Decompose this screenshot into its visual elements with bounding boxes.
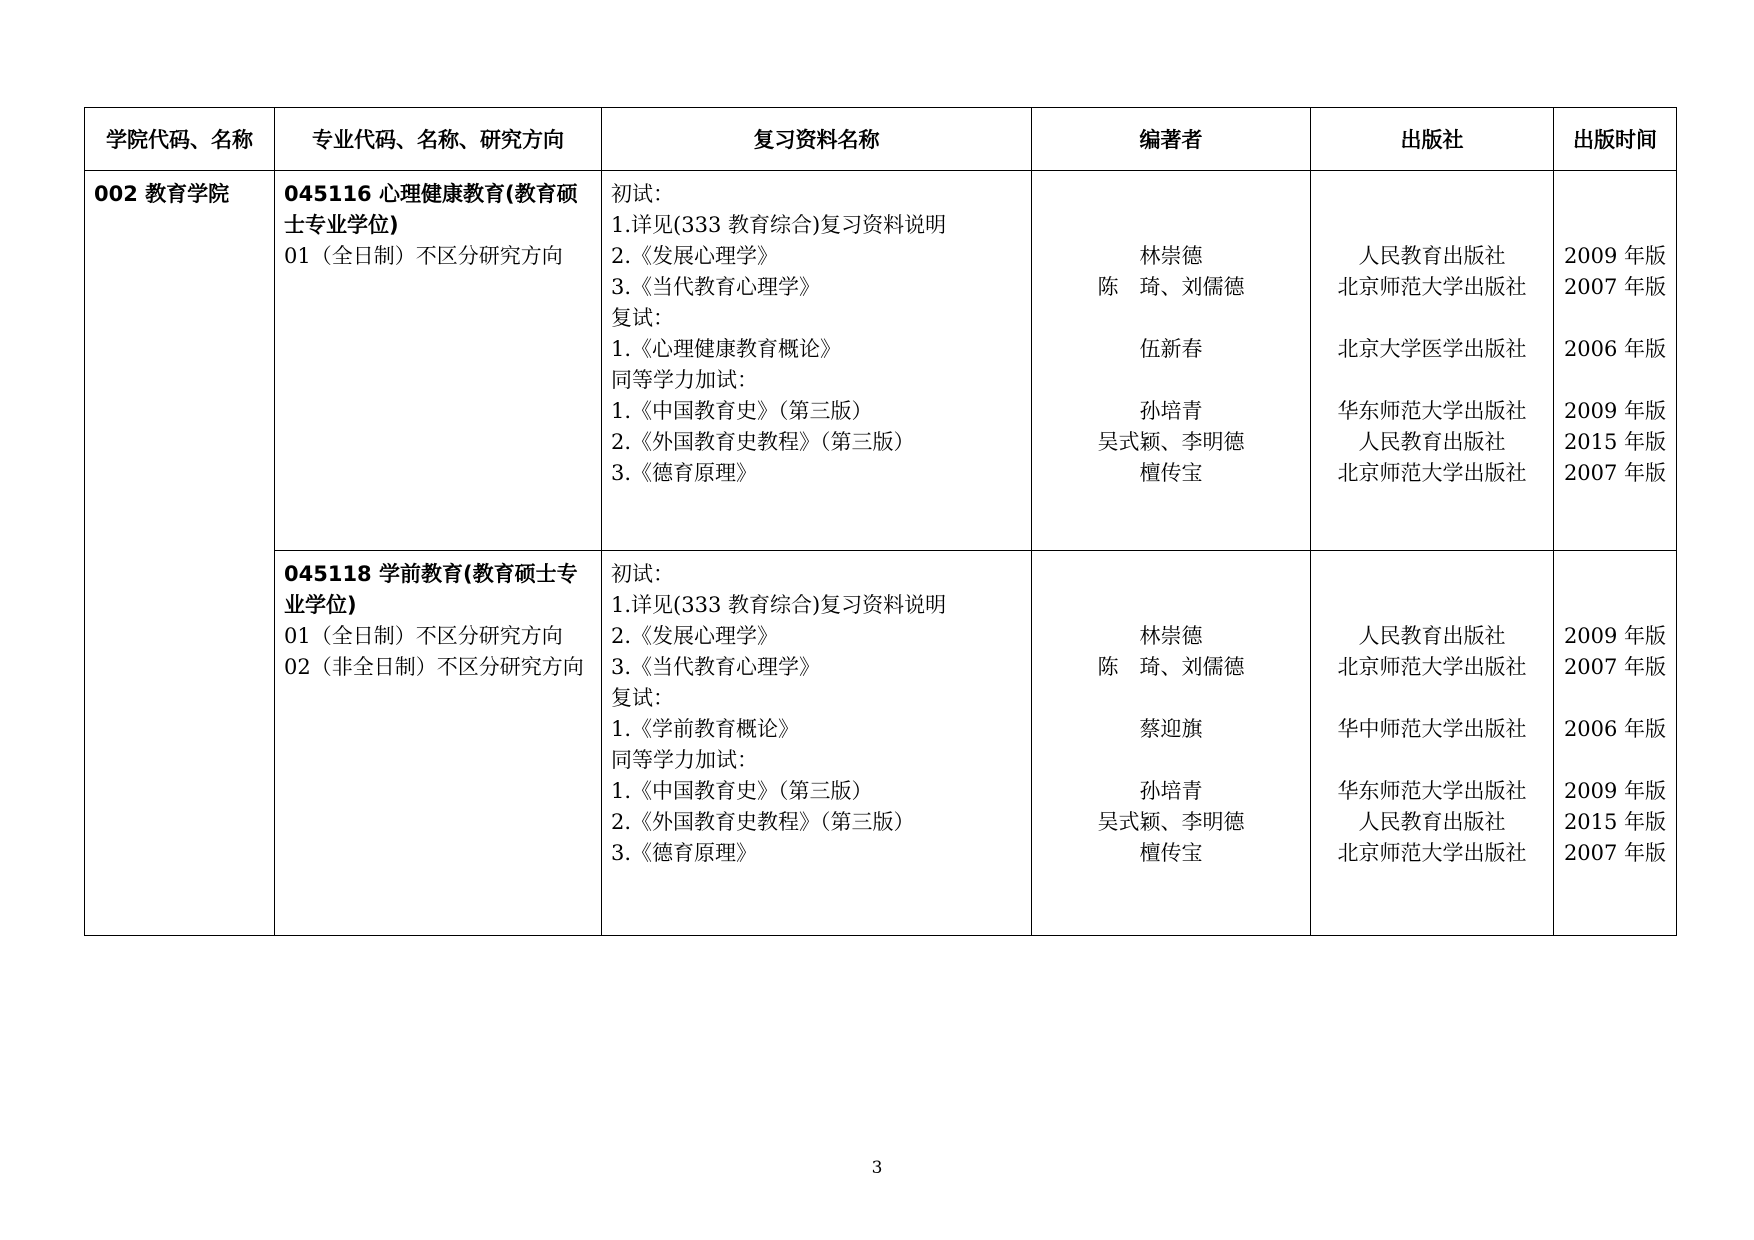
publisher-line: 人民教育出版社 [1358, 430, 1506, 454]
year-line: 2006 年版 [1563, 717, 1667, 741]
publisher-line [1320, 303, 1544, 334]
author-line [1041, 683, 1301, 714]
material-line: 复试： [611, 686, 674, 710]
material-line: 3.《当代教育心理学》 [611, 275, 821, 299]
publisher-line: 北京师范大学出版社 [1337, 461, 1527, 485]
author-line: 伍新春 [1139, 337, 1203, 361]
year-line: 2015 年版 [1563, 430, 1667, 454]
major-title: 045116 心理健康教育(教育硕士专业学位) [284, 182, 578, 237]
material-line: 2.《外国教育史教程》（第三版） [611, 430, 915, 454]
header-publisher: 出版社 [1311, 108, 1554, 171]
material-line: 初试： [611, 562, 674, 586]
publisher-line [1320, 365, 1544, 396]
author-line: 林崇德 [1139, 624, 1203, 648]
year-line: 2009 年版 [1563, 624, 1667, 648]
material-line: 3.《德育原理》 [611, 841, 758, 865]
year-line [1563, 590, 1667, 621]
material-line: 2.《外国教育史教程》（第三版） [611, 810, 915, 834]
material-line: 2.《发展心理学》 [611, 244, 779, 268]
year-line: 2015 年版 [1563, 810, 1667, 834]
header-year: 出版时间 [1554, 108, 1677, 171]
author-line: 蔡迎旗 [1139, 717, 1203, 741]
author-line: 吴式颖、李明德 [1097, 430, 1245, 454]
publisher-line: 人民教育出版社 [1358, 244, 1506, 268]
header-major: 专业代码、名称、研究方向 [275, 108, 602, 171]
year-line: 2007 年版 [1563, 275, 1667, 299]
author-line [1041, 210, 1301, 241]
material-line: 同等学力加试： [611, 748, 758, 772]
year-line: 2009 年版 [1563, 244, 1667, 268]
material-line: 1.《学前教育概论》 [611, 717, 800, 741]
material-line: 1.《心理健康教育概论》 [611, 337, 842, 361]
publisher-line: 华中师范大学出版社 [1337, 717, 1527, 741]
author-line [1041, 745, 1301, 776]
publisher-cell [1311, 171, 1554, 551]
author-line: 吴式颖、李明德 [1097, 810, 1245, 834]
publisher-cell [1311, 551, 1554, 936]
author-line: 孙培青 [1139, 779, 1203, 803]
material-cell [602, 171, 1032, 551]
year-line: 2006 年版 [1563, 337, 1667, 361]
author-cell [1032, 551, 1311, 936]
publisher-line [1320, 179, 1544, 210]
publisher-line: 北京师范大学出版社 [1337, 655, 1527, 679]
year-cell [1554, 171, 1677, 551]
research-direction: 01（全日制）不区分研究方向 [284, 244, 563, 268]
author-line: 林崇德 [1139, 244, 1203, 268]
college-name: 002 教育学院 [94, 182, 230, 206]
publisher-line: 人民教育出版社 [1358, 624, 1506, 648]
material-line: 1.详见(333 教育综合)复习资料说明 [611, 213, 947, 237]
material-line: 3.《当代教育心理学》 [611, 655, 821, 679]
author-line [1041, 590, 1301, 621]
publisher-line [1320, 559, 1544, 590]
material-line: 初试： [611, 182, 674, 206]
year-line: 2007 年版 [1563, 461, 1667, 485]
material-line: 复试： [611, 306, 674, 330]
author-line: 檀传宝 [1139, 841, 1203, 865]
year-cell [1554, 551, 1677, 936]
publisher-line: 华东师范大学出版社 [1337, 399, 1527, 423]
header-college: 学院代码、名称 [85, 108, 275, 171]
major-cell [275, 171, 602, 551]
year-line [1563, 210, 1667, 241]
author-line: 檀传宝 [1139, 461, 1203, 485]
year-line: 2009 年版 [1563, 779, 1667, 803]
publisher-line [1320, 745, 1544, 776]
reference-books-table [84, 107, 1677, 936]
year-line [1563, 365, 1667, 396]
publisher-line: 人民教育出版社 [1358, 810, 1506, 834]
author-cell [1032, 171, 1311, 551]
material-line: 1.详见(333 教育综合)复习资料说明 [611, 593, 947, 617]
author-line [1041, 303, 1301, 334]
college-cell [85, 171, 275, 936]
year-line [1563, 683, 1667, 714]
year-line: 2009 年版 [1563, 399, 1667, 423]
year-line: 2007 年版 [1563, 841, 1667, 865]
author-line [1041, 179, 1301, 210]
year-line: 2007 年版 [1563, 655, 1667, 679]
major-title: 045118 学前教育(教育硕士专业学位) [284, 562, 578, 617]
material-line: 1.《中国教育史》（第三版） [611, 399, 873, 423]
year-line [1563, 303, 1667, 334]
year-line [1563, 179, 1667, 210]
major-cell [275, 551, 602, 936]
table-row [85, 551, 1677, 936]
publisher-line: 北京师范大学出版社 [1337, 841, 1527, 865]
author-line: 陈 琦、刘儒德 [1097, 275, 1245, 299]
publisher-line [1320, 210, 1544, 241]
research-direction: 02（非全日制）不区分研究方向 [284, 655, 584, 679]
author-line [1041, 559, 1301, 590]
table-row [85, 171, 1677, 551]
header-author: 编著者 [1032, 108, 1311, 171]
author-line: 陈 琦、刘儒德 [1097, 655, 1245, 679]
publisher-line: 北京大学医学出版社 [1337, 337, 1527, 361]
year-line [1563, 745, 1667, 776]
publisher-line [1320, 590, 1544, 621]
author-line [1041, 365, 1301, 396]
publisher-line: 华东师范大学出版社 [1337, 779, 1527, 803]
publisher-line [1320, 683, 1544, 714]
table-header-row [85, 108, 1677, 171]
publisher-line: 北京师范大学出版社 [1337, 275, 1527, 299]
material-line: 1.《中国教育史》（第三版） [611, 779, 873, 803]
page-number: 3 [871, 1158, 883, 1178]
header-material: 复习资料名称 [602, 108, 1032, 171]
material-cell [602, 551, 1032, 936]
material-line: 2.《发展心理学》 [611, 624, 779, 648]
author-line: 孙培青 [1139, 399, 1203, 423]
material-line: 3.《德育原理》 [611, 461, 758, 485]
research-direction: 01（全日制）不区分研究方向 [284, 624, 563, 648]
year-line [1563, 559, 1667, 590]
material-line: 同等学力加试： [611, 368, 758, 392]
